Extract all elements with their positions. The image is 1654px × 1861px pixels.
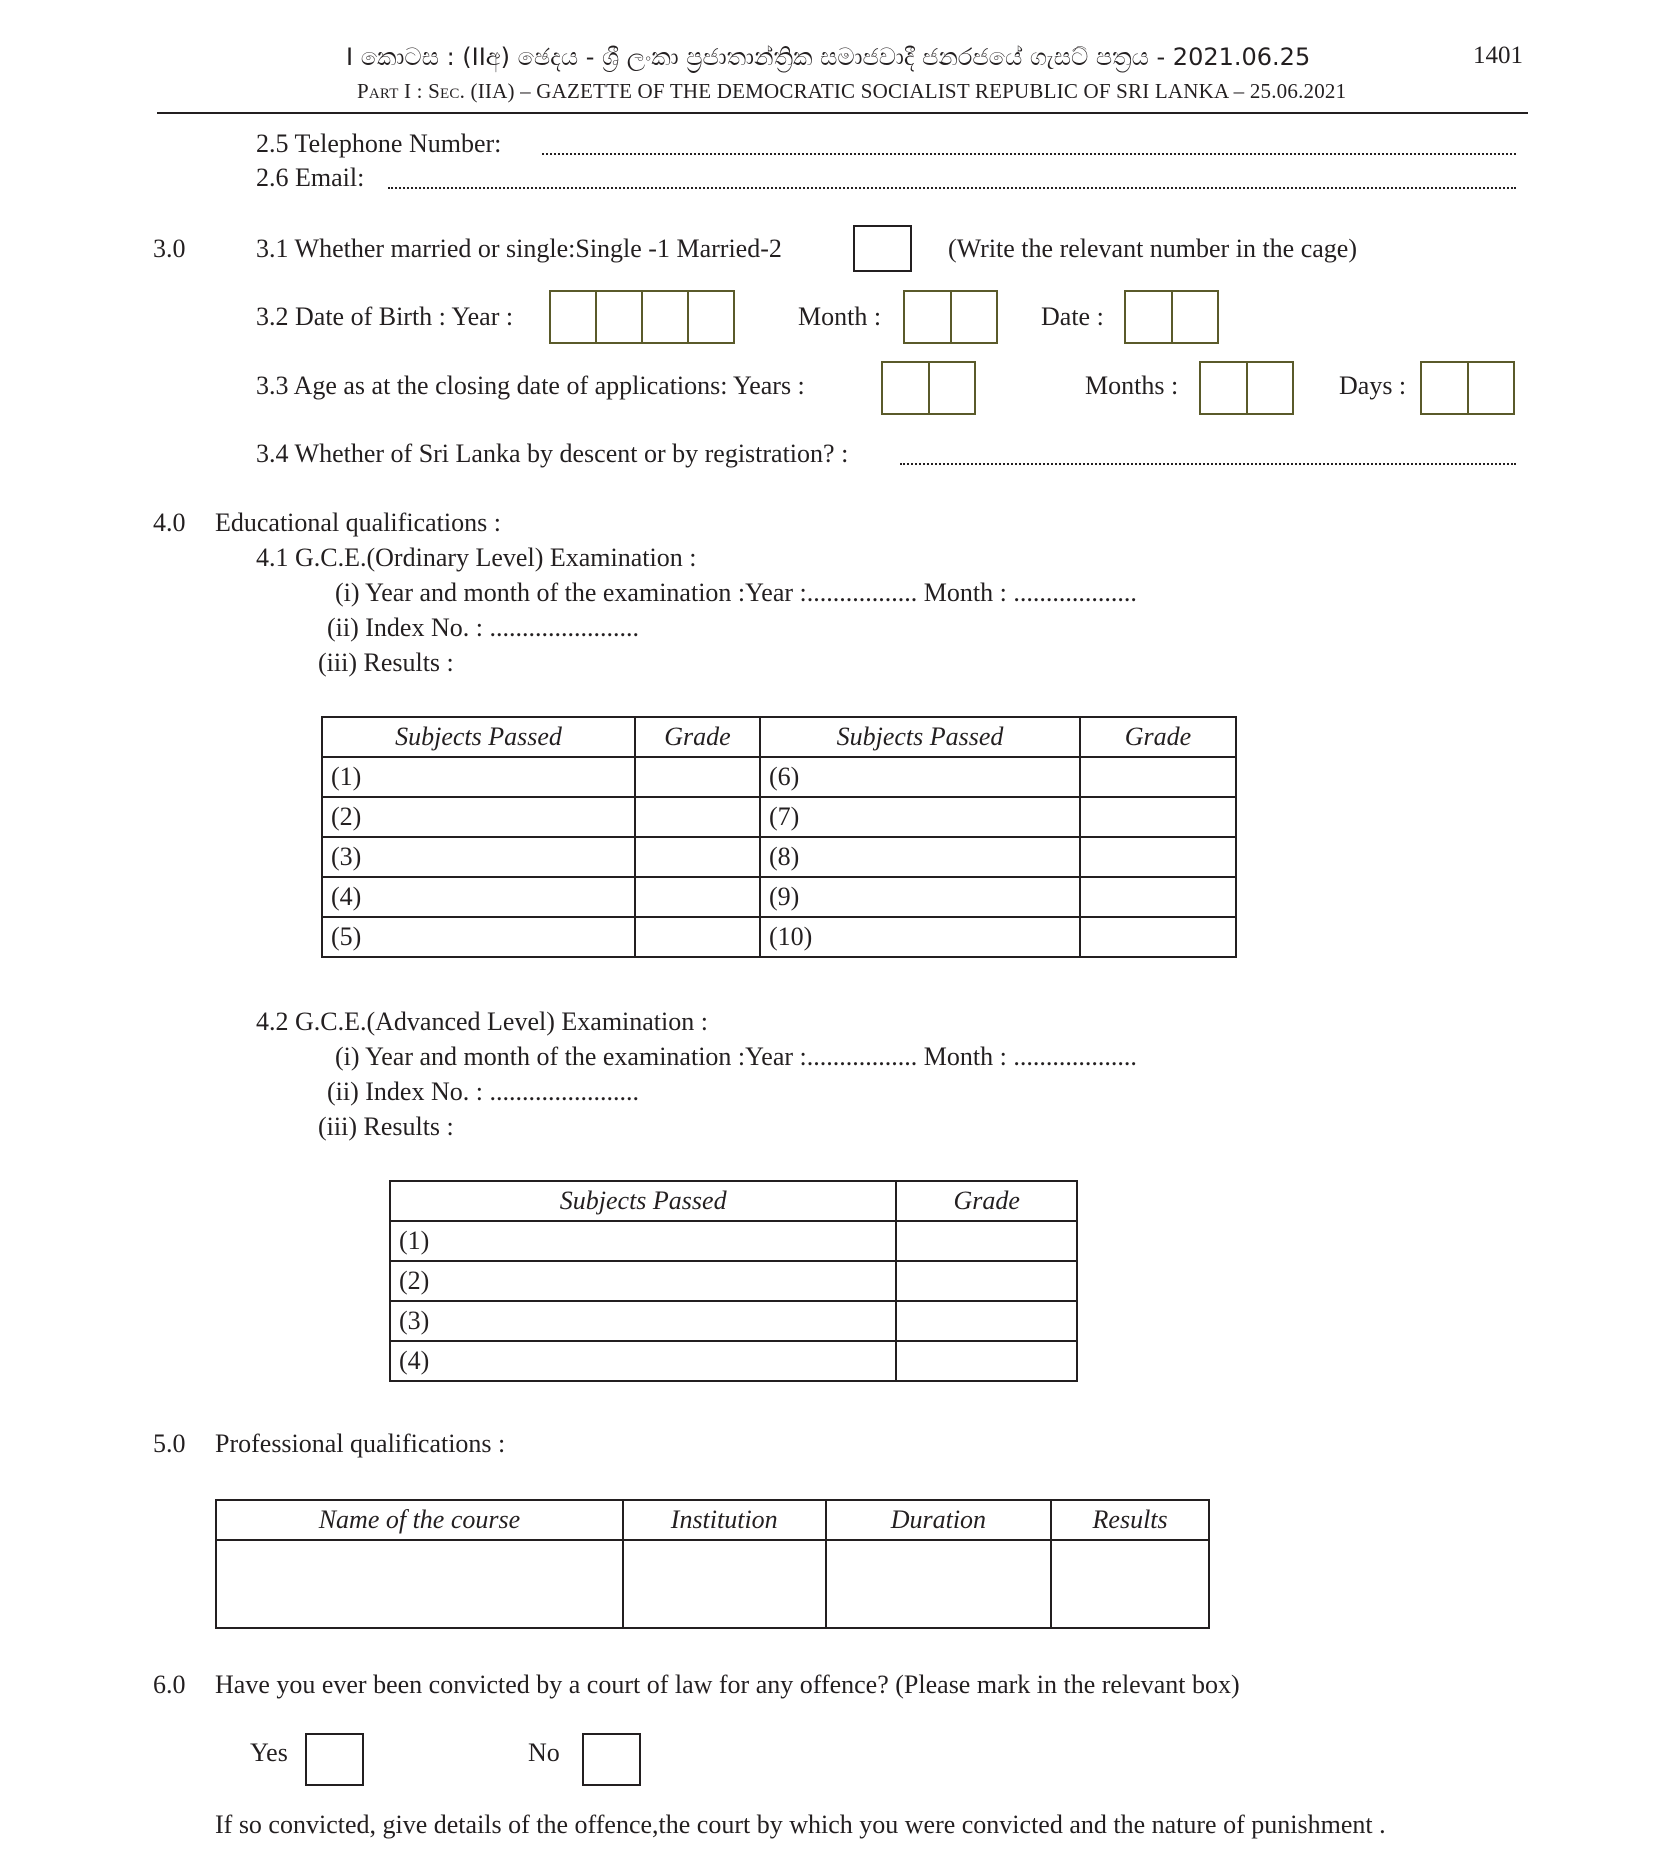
course-name-cell[interactable]	[216, 1540, 623, 1628]
age-years-label: 3.3 Age as at the closing date of applications: Years :	[256, 371, 805, 400]
dob-date-box[interactable]	[1124, 290, 1219, 344]
ol-header-subjects-left: Subjects Passed	[322, 717, 635, 757]
ol-grade-cell[interactable]	[1080, 797, 1236, 837]
ol-subject-cell[interactable]: (3)	[322, 837, 635, 877]
ol-grade-cell[interactable]	[1080, 757, 1236, 797]
age-days-label: Days :	[1339, 371, 1407, 400]
age-days-box[interactable]	[1420, 361, 1515, 415]
citizenship-label: 3.4 Whether of Sri Lanka by descent or by registration? :	[256, 439, 849, 468]
table-row	[322, 877, 1236, 917]
table-row	[322, 797, 1236, 837]
ol-subject-cell[interactable]: (5)	[322, 917, 635, 957]
al-subject-cell[interactable]: (2)	[390, 1261, 896, 1301]
ol-subject-cell[interactable]: (10)	[760, 917, 1080, 957]
header-results: Results	[1051, 1500, 1209, 1540]
no-label: No	[528, 1738, 560, 1767]
telephone-label: 2.5 Telephone Number:	[256, 129, 502, 158]
ol-subject-cell[interactable]: (4)	[322, 877, 635, 917]
no-checkbox[interactable]	[582, 1733, 641, 1786]
table-row	[322, 757, 1236, 797]
age-months-box[interactable]	[1199, 361, 1294, 415]
marital-status-box[interactable]	[853, 225, 912, 272]
results-cell[interactable]	[1051, 1540, 1209, 1628]
ol-grade-cell[interactable]	[635, 797, 760, 837]
duration-cell[interactable]	[826, 1540, 1052, 1628]
ol-grade-cell[interactable]	[635, 757, 760, 797]
al-results-table	[389, 1180, 1078, 1382]
ol-grade-cell[interactable]	[1080, 917, 1236, 957]
ol-year-month: (i) Year and month of the examination :Year :................. Month : ...................	[335, 578, 1137, 607]
dob-month-label: Month :	[798, 302, 882, 331]
ol-subject-cell[interactable]: (7)	[760, 797, 1080, 837]
professional-qualifications-table	[215, 1499, 1210, 1629]
table-row	[322, 837, 1236, 877]
ol-subject-cell[interactable]: (8)	[760, 837, 1080, 877]
al-index-no: (ii) Index No. : .......................	[327, 1077, 639, 1106]
marital-status-note: (Write the relevant number in the cage)	[948, 234, 1357, 263]
al-grade-cell[interactable]	[896, 1341, 1077, 1381]
ol-subject-cell[interactable]: (6)	[760, 757, 1080, 797]
age-months-label: Months :	[1085, 371, 1179, 400]
ol-subject-cell[interactable]: (2)	[322, 797, 635, 837]
section-6-number: 6.0	[153, 1670, 186, 1699]
dob-year-box[interactable]	[549, 290, 735, 344]
gazette-header-english: Part I : Sec. (IIA) – GAZETTE OF THE DEMOCRATIC SOCIALIST REPUBLIC OF SRI LANKA – 25.06.2021	[357, 79, 1347, 103]
section-3-number: 3.0	[153, 234, 186, 263]
citizenship-field[interactable]	[900, 463, 1516, 465]
conviction-question: Have you ever been convicted by a court of law for any offence? (Please mark in the relevant box)	[215, 1670, 1240, 1699]
al-year-month: (i) Year and month of the examination :Year :................. Month : ...................	[335, 1042, 1137, 1071]
header-duration: Duration	[826, 1500, 1052, 1540]
header-course-name: Name of the course	[216, 1500, 623, 1540]
al-subject-cell[interactable]: (4)	[390, 1341, 896, 1381]
dob-date-label: Date :	[1041, 302, 1104, 331]
section-5-number: 5.0	[153, 1429, 186, 1458]
dob-month-box[interactable]	[903, 290, 998, 344]
ol-header-subjects-right: Subjects Passed	[760, 717, 1080, 757]
ol-grade-cell[interactable]	[635, 877, 760, 917]
al-header-grade: Grade	[896, 1181, 1077, 1221]
section-4-title: Educational qualifications :	[215, 508, 501, 537]
ol-title: 4.1 G.C.E.(Ordinary Level) Examination :	[256, 543, 697, 572]
email-field[interactable]	[388, 187, 1516, 189]
telephone-field[interactable]	[542, 153, 1516, 155]
table-row	[390, 1221, 1077, 1261]
table-row	[390, 1301, 1077, 1341]
ol-results-label: (iii) Results :	[318, 648, 454, 677]
institution-cell[interactable]	[623, 1540, 826, 1628]
al-grade-cell[interactable]	[896, 1261, 1077, 1301]
yes-checkbox[interactable]	[305, 1733, 364, 1786]
ol-grade-cell[interactable]	[1080, 877, 1236, 917]
age-years-box[interactable]	[881, 361, 976, 415]
page-number: 1401	[1473, 42, 1523, 69]
marital-status-label: 3.1 Whether married or single:Single -1 Married-2	[256, 234, 782, 263]
al-grade-cell[interactable]	[896, 1301, 1077, 1341]
section-5-title: Professional qualifications :	[215, 1429, 506, 1458]
ol-grade-cell[interactable]	[635, 837, 760, 877]
al-subject-cell[interactable]: (3)	[390, 1301, 896, 1341]
section-4-number: 4.0	[153, 508, 186, 537]
ol-grade-cell[interactable]	[635, 917, 760, 957]
al-title: 4.2 G.C.E.(Advanced Level) Examination :	[256, 1007, 708, 1036]
header-institution: Institution	[623, 1500, 826, 1540]
header-rule	[157, 112, 1528, 114]
table-row	[322, 917, 1236, 957]
table-row	[390, 1341, 1077, 1381]
al-header-subjects: Subjects Passed	[390, 1181, 896, 1221]
ol-grade-cell[interactable]	[1080, 837, 1236, 877]
ol-subject-cell[interactable]: (9)	[760, 877, 1080, 917]
ol-subject-cell[interactable]: (1)	[322, 757, 635, 797]
yes-label: Yes	[250, 1738, 288, 1767]
al-subject-cell[interactable]: (1)	[390, 1221, 896, 1261]
ol-header-grade-right: Grade	[1080, 717, 1236, 757]
ol-results-table	[321, 716, 1237, 958]
dob-year-label: 3.2 Date of Birth : Year :	[256, 302, 514, 331]
email-label: 2.6 Email:	[256, 163, 365, 192]
al-results-label: (iii) Results :	[318, 1112, 454, 1141]
ol-index-no: (ii) Index No. : .......................	[327, 613, 639, 642]
al-grade-cell[interactable]	[896, 1221, 1077, 1261]
gazette-header-sinhala: I කොටස : (IIඅ) ඡෙදය - ශ්‍රී ලංකා ප්‍රජාතාන්ත්‍රික සමාජවාදී ජනරජයේ ගැසට් පත්‍රය - 2021.06.25	[346, 43, 1311, 71]
ol-header-grade-left: Grade	[635, 717, 760, 757]
conviction-details-instruction: If so convicted, give details of the offence,the court by which you were convicted and the nature of punishment .	[215, 1810, 1386, 1839]
table-row	[216, 1540, 1209, 1628]
table-row	[390, 1261, 1077, 1301]
